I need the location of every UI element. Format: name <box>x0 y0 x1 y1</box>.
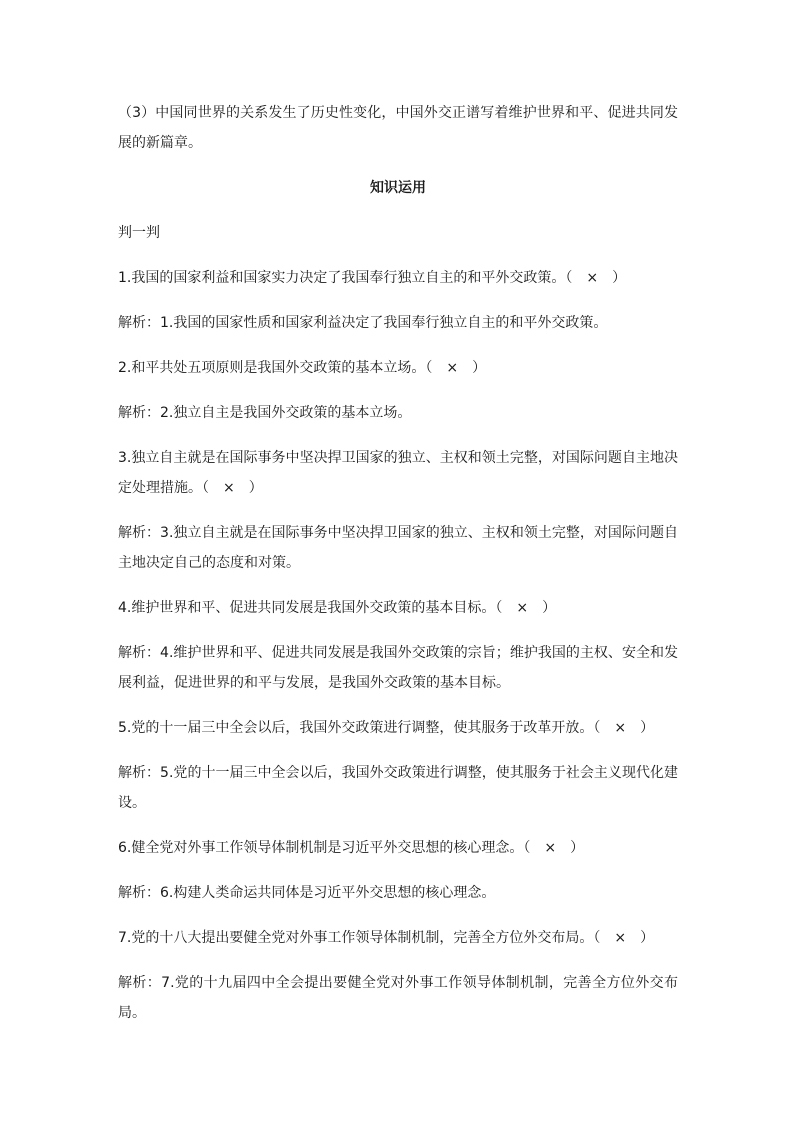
question-4: 4.维护世界和平、促进共同发展是我国外交政策的基本目标。（ × ） <box>118 600 557 616</box>
question-3: 3.独立自主就是在国际事务中坚决捍卫国家的独立、主权和领土完整，对国际问题自主地决定处理措施。（ × ） <box>118 450 678 496</box>
question-5: 5.党的十一届三中全会以后，我国外交政策进行调整，使其服务于改革开放。（ × ） <box>118 720 655 736</box>
question-7: 7.党的十八大提出要健全党对外事工作领导体制机制，完善全方位外交布局。（ × ） <box>118 930 655 946</box>
analysis-5: 解析：5.党的十一届三中全会以后，我国外交政策进行调整，使其服务于社会主义现代化建设。 <box>118 765 678 811</box>
question-1: 1.我国的国家利益和国家实力决定了我国奉行独立自主的和平外交政策。（ × ） <box>118 270 627 286</box>
section-label: 判一判 <box>118 225 160 241</box>
question-6: 6.健全党对外事工作领导体制机制是习近平外交思想的核心理念。（ × ） <box>118 840 585 856</box>
intro-paragraph: （3）中国同世界的关系发生了历史性变化，中国外交正谱写着维护世界和平、促进共同发展的新篇章。 <box>118 105 678 151</box>
analysis-1: 解析：1.我国的国家性质和国家利益决定了我国奉行独立自主的和平外交政策。 <box>118 315 608 331</box>
question-2: 2.和平共处五项原则是我国外交政策的基本立场。（ × ） <box>118 360 487 376</box>
section-heading: 知识运用 <box>370 180 426 196</box>
analysis-2: 解析：2.独立自主是我国外交政策的基本立场。 <box>118 405 412 421</box>
analysis-4: 解析：4.维护世界和平、促进共同发展是我国外交政策的宗旨；维护我国的主权、安全和发展利益，促进世界的和平与发展，是我国外交政策的基本目标。 <box>118 645 678 691</box>
document-content <box>118 98 678 1043</box>
analysis-3: 解析：3.独立自主就是在国际事务中坚决捍卫国家的独立、主权和领土完整，对国际问题自主地决定自己的态度和对策。 <box>118 525 678 571</box>
analysis-6: 解析：6.构建人类命运共同体是习近平外交思想的核心理念。 <box>118 885 496 901</box>
analysis-7: 解析：7.党的十九届四中全会提出要健全党对外事工作领导体制机制，完善全方位外交布局。 <box>118 975 678 1021</box>
